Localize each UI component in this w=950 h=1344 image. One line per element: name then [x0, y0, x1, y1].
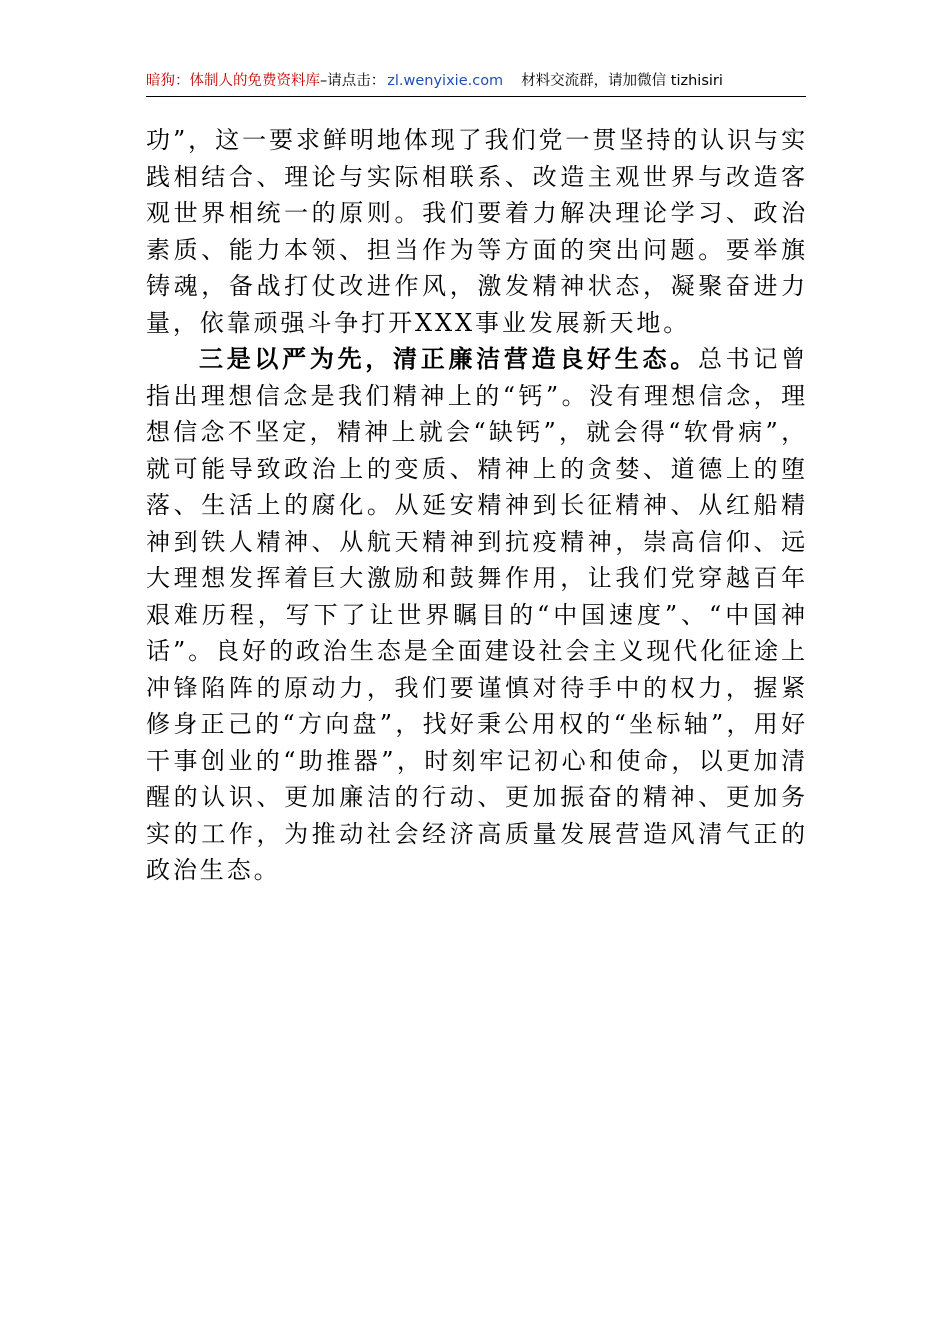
paragraph-continued	[146, 122, 808, 341]
header-link[interactable]: zl.wenyixie.com	[387, 73, 504, 89]
paragraph-text: 总书记曾指出理想信念是我们精神上的“钙”。没有理想信念，理想信念不坚定，精神上就会“缺钙”，就会得“软骨病”，就可能导致政治上的变质、精神上的贪婪、道德上的堕落、生活上的腐化。从延安精神到长征精神、从红船精神到铁人精神、从航天精神到抗疫精神，崇高信仰、远大理想发挥着巨大激励和鼓舞作用，让我们党穿越百年艰难历程，写下了让世界瞩目的“中国速度”、“中国神话”。良好的政治生态是全面建设社会主义现代化征途上冲锋陷阵的原动力，我们要谨慎对待手中的权力，握紧修身正己的“方向盘”，找好秉公用权的“坐标轴”，用好干事创业的“助推器”，时刻牢记初心和使命，以更加清醒的认识、更加廉洁的行动、更加振奋的精神、更加务实的工作，为推动社会经济高质量发展营造风清气正的政治生态。	[146, 345, 808, 884]
paragraph-lead-heading: 三是以严为先，清正廉洁营造良好生态。	[199, 344, 698, 373]
header-brand: 暗狗：体制人的免费资料库	[146, 73, 320, 89]
paragraph-section-three	[146, 341, 808, 889]
paragraph-text: 功”，这一要求鲜明地体现了我们党一贯坚持的认识与实践相结合、理论与实际相联系、改造主观世界与改造客观世界相统一的原则。我们要着力解决理论学习、政治素质、能力本领、担当作为等方面的突出问题。要举旗铸魂，备战打仗改进作风，激发精神状态，凝聚奋进力量，依靠顽强斗争打开XXX事业发展新天地。	[146, 126, 808, 337]
header-group-info: 材料交流群，请加微信 tizhisiri	[521, 73, 723, 89]
page-header	[146, 68, 806, 97]
document-body	[146, 122, 808, 889]
header-click-label: –请点击：	[320, 73, 386, 89]
